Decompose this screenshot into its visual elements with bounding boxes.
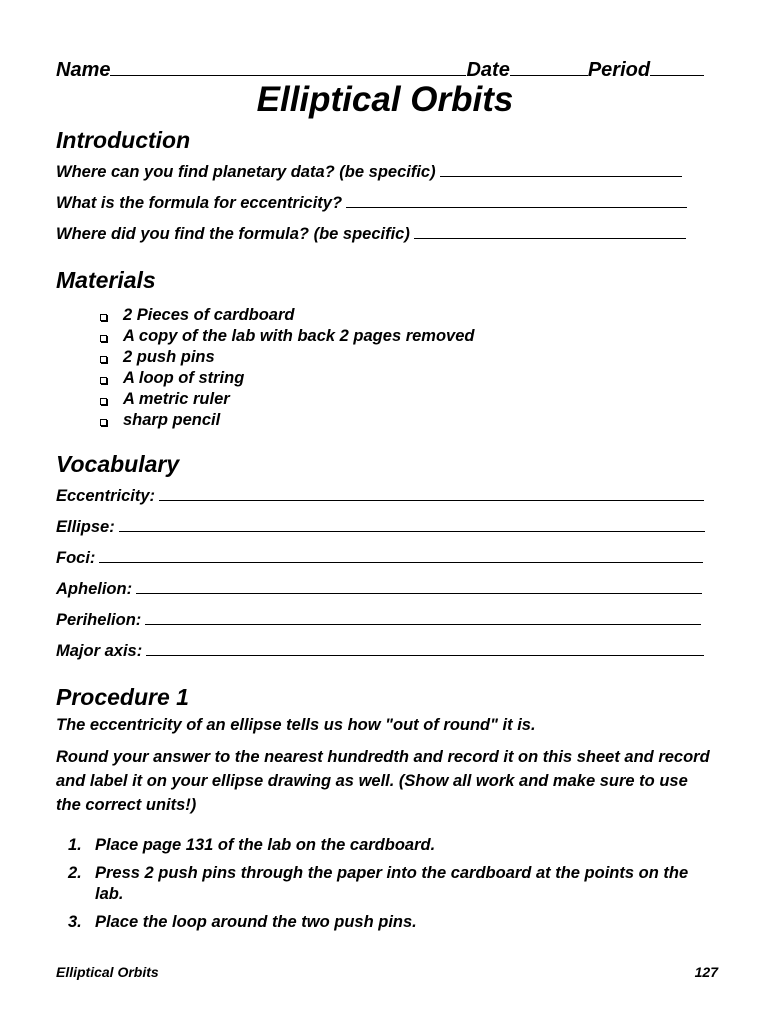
answer-blank[interactable] — [440, 160, 682, 177]
materials-heading: Materials — [56, 267, 156, 293]
checkbox-bullet-icon — [100, 335, 107, 342]
step-number: 2. — [68, 864, 82, 882]
definition-blank[interactable] — [146, 639, 704, 656]
vocab-term-major-axis — [56, 639, 704, 661]
answer-blank[interactable] — [414, 222, 686, 239]
definition-blank[interactable] — [136, 577, 702, 594]
period-label: Period — [587, 59, 651, 81]
definition-blank[interactable] — [145, 608, 701, 625]
list-item — [98, 368, 474, 389]
item-text: A metric ruler — [123, 390, 230, 408]
page-number: 127 — [694, 964, 718, 980]
list-item — [98, 410, 474, 431]
list-item — [98, 389, 474, 410]
list-item — [56, 912, 716, 933]
definition-blank[interactable] — [119, 515, 705, 532]
procedure-heading: Procedure 1 — [56, 684, 189, 710]
intro-question-2 — [56, 191, 687, 213]
question-text: Where did you find the formula? (be specific) — [56, 225, 410, 243]
vocab-term-perihelion — [56, 608, 701, 630]
header-fields — [56, 56, 704, 82]
item-text: sharp pencil — [123, 411, 221, 429]
term-label: Major axis: — [56, 642, 143, 660]
procedure-steps — [56, 835, 716, 940]
intro-question-1 — [56, 160, 682, 182]
vocab-term-foci — [56, 546, 703, 568]
procedure-instructions: Round your answer to the nearest hundredth and record it on this sheet and record and label it on your ellipse drawing as well. (Show all work and make sure to use the correct units!) — [56, 748, 710, 814]
footer-title: Elliptical Orbits — [56, 964, 159, 980]
item-text: 2 Pieces of cardboard — [123, 306, 295, 324]
answer-blank[interactable] — [346, 191, 687, 208]
step-number: 1. — [68, 836, 82, 854]
list-item — [98, 326, 474, 347]
list-item — [98, 347, 474, 368]
step-text: Place the loop around the two push pins. — [95, 913, 417, 931]
term-label: Foci: — [56, 549, 96, 567]
term-label: Aphelion: — [56, 580, 133, 598]
name-field[interactable] — [110, 56, 466, 76]
period-field[interactable] — [650, 56, 704, 76]
vocabulary-heading: Vocabulary — [56, 451, 180, 477]
term-label: Ellipse: — [56, 518, 115, 536]
item-text: A loop of string — [123, 369, 245, 387]
checkbox-bullet-icon — [100, 419, 107, 426]
vocab-term-aphelion — [56, 577, 702, 599]
list-item — [56, 863, 716, 905]
materials-list — [98, 305, 474, 431]
page-title: Elliptical Orbits — [256, 80, 514, 119]
introduction-heading: Introduction — [56, 127, 191, 153]
checkbox-bullet-icon — [100, 314, 107, 321]
term-label: Perihelion: — [56, 611, 142, 629]
vocab-term-ellipse — [56, 515, 705, 537]
step-text: Place page 131 of the lab on the cardboard. — [95, 836, 436, 854]
step-number: 3. — [68, 913, 82, 931]
list-item — [98, 305, 474, 326]
item-text: A copy of the lab with back 2 pages removed — [123, 327, 475, 345]
item-text: 2 push pins — [123, 348, 215, 366]
checkbox-bullet-icon — [100, 356, 107, 363]
procedure-intro: The eccentricity of an ellipse tells us how "out of round" it is. — [56, 716, 536, 734]
name-label: Name — [56, 59, 111, 81]
definition-blank[interactable] — [99, 546, 703, 563]
intro-question-3 — [56, 222, 686, 244]
date-label: Date — [466, 59, 510, 81]
date-field[interactable] — [510, 56, 588, 76]
term-label: Eccentricity: — [56, 487, 156, 505]
checkbox-bullet-icon — [100, 377, 107, 384]
step-text: Press 2 push pins through the paper into the cardboard at the points on the lab. — [95, 864, 689, 903]
definition-blank[interactable] — [159, 484, 704, 501]
question-text: Where can you find planetary data? (be specific) — [56, 163, 436, 181]
list-item — [56, 835, 716, 856]
question-text: What is the formula for eccentricity? — [56, 194, 343, 212]
checkbox-bullet-icon — [100, 398, 107, 405]
vocab-term-eccentricity — [56, 484, 704, 506]
